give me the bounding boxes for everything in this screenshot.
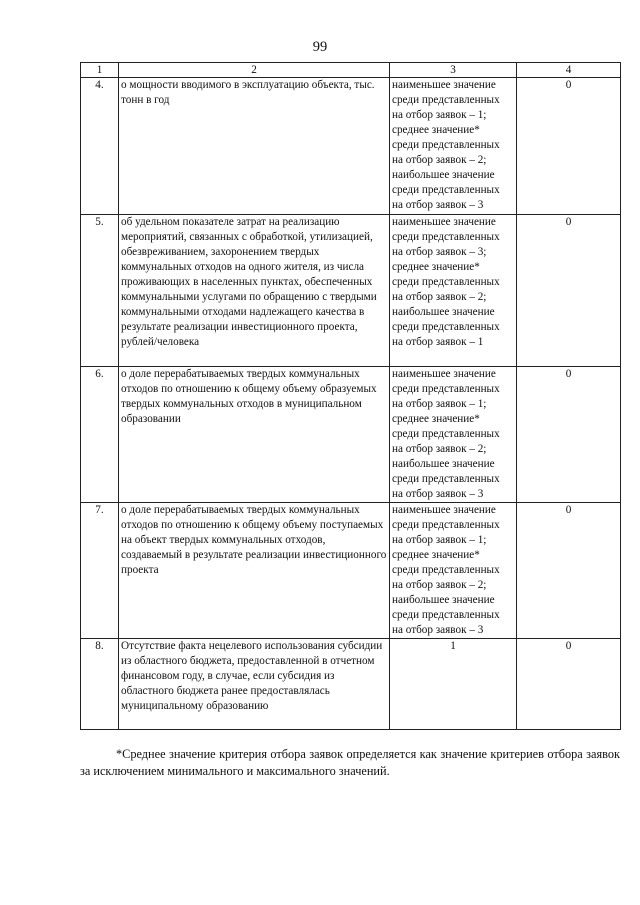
points-value: 0 [517,78,621,215]
page-number: 99 [312,39,328,55]
table-row [81,503,621,639]
row-number: 4. [81,78,119,215]
points-value: 0 [517,367,621,503]
table-row [81,639,621,730]
criterion-description: об удельном показателе затрат на реализацию мероприятий, связанных с обработкой, утилизацией, обезвреживанием, захоронением твердых коммунальных отходов на одного жителя, из числа проживающих в населенных пунктах, обеспеченных коммунальными услугами по обращению с твердыми коммунальными отходами надлежащего качества в результате реализации инвестиционного проекта, рублей/человека [119,215,390,367]
scoring-rule: наименьшее значение среди представленных на отбор заявок – 3; среднее значение* среди представленных на отбор заявок – 2; наибольшее значение среди представленных на отбор заявок – 1 [390,215,517,367]
scoring-rule: наименьшее значение среди представленных на отбор заявок – 1; среднее значение* среди представленных на отбор заявок – 2; наибольшее значение среди представленных на отбор заявок – 3 [390,78,517,215]
scoring-rule: наименьшее значение среди представленных на отбор заявок – 1; среднее значение* среди представленных на отбор заявок – 2; наибольшее значение среди представленных на отбор заявок – 3 [390,367,517,503]
criteria-table [80,62,621,730]
row-number: 8. [81,639,119,730]
table-row [81,215,621,367]
criterion-description: Отсутствие факта нецелевого использования субсидии из областного бюджета, предоставленной в отчетном финансовом году, в случае, если субсидия из областного бюджета ранее предоставлялась муниципальному образованию [119,639,390,730]
table-row [81,367,621,503]
row-number: 6. [81,367,119,503]
table-header-row [81,63,621,78]
column-header: 3 [390,63,517,78]
criterion-description: о доле перерабатываемых твердых коммунальных отходов по отношению к общему объему поступаемых на объект твердых коммунальных отходов, создаваемый в результате реализации инвестиционного проекта [119,503,390,639]
column-header: 4 [517,63,621,78]
column-header: 1 [81,63,119,78]
criterion-description: о мощности вводимого в эксплуатацию объекта, тыс. тонн в год [119,78,390,215]
footnote: *Среднее значение критерия отбора заявок определяется как значение критериев отбора заявок за исключением минимального и максимального значений. [80,747,620,778]
table-row [81,78,621,215]
points-value: 0 [517,639,621,730]
row-number: 7. [81,503,119,639]
column-header: 2 [119,63,390,78]
scoring-rule: наименьшее значение среди представленных на отбор заявок – 1; среднее значение* среди представленных на отбор заявок – 2; наибольшее значение среди представленных на отбор заявок – 3 [390,503,517,639]
scoring-rule: 1 [390,639,517,730]
criterion-description: о доле перерабатываемых твердых коммунальных отходов по отношению к общему объему образуемых твердых коммунальных отходов в муниципальном образовании [119,367,390,503]
row-number: 5. [81,215,119,367]
points-value: 0 [517,503,621,639]
points-value: 0 [517,215,621,367]
